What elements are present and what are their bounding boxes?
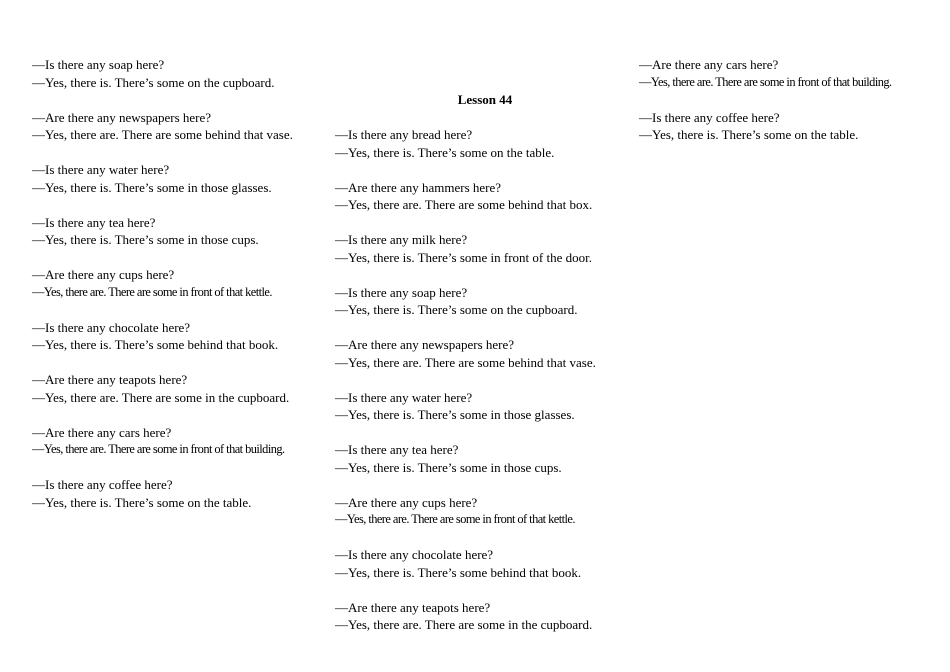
question-line: —Is there any water here? bbox=[32, 162, 170, 177]
left-column bbox=[32, 56, 322, 529]
dialogue-pair bbox=[335, 546, 635, 581]
question-line: —Are there any cars here? bbox=[32, 424, 172, 440]
dialogue-pair bbox=[32, 476, 322, 511]
dialogue-pair bbox=[335, 441, 635, 476]
dialogue-pair bbox=[335, 599, 635, 634]
dialogue-pair bbox=[335, 179, 635, 214]
dialogue-pair bbox=[32, 161, 322, 196]
question-line: —Are there any teapots here? bbox=[335, 599, 491, 615]
dialogue-pair bbox=[335, 494, 635, 529]
dialogue-pair bbox=[639, 109, 939, 144]
dialogue-pair bbox=[335, 336, 635, 371]
question-line: —Is there any tea here? bbox=[32, 214, 156, 230]
question-line: —Is there any soap here? bbox=[335, 284, 468, 300]
question-line: —Are there any cups here? bbox=[335, 494, 478, 510]
answer-line: —Yes, there is. There’s some in front of the door. bbox=[335, 249, 592, 265]
dialogue-pair bbox=[32, 424, 322, 459]
answer-line: —Yes, there are. There are some behind that vase. bbox=[335, 354, 596, 370]
question-line: —Are there any hammers here? bbox=[335, 179, 502, 195]
answer-line: —Yes, there is. There’s some in those cups. bbox=[32, 232, 259, 247]
dialogue-pair bbox=[32, 109, 322, 144]
dialogue-pair bbox=[32, 319, 322, 354]
question-line: —Are there any newspapers here? bbox=[335, 337, 515, 352]
answer-line: —Yes, there is. There’s some on the table. bbox=[32, 494, 252, 510]
answer-line: —Yes, there are. There are some in the cupboard. bbox=[335, 617, 593, 632]
dialogue-pair bbox=[32, 371, 322, 406]
dialogue-pair bbox=[32, 214, 322, 249]
answer-line: —Yes, there is. There’s some in those glasses. bbox=[32, 179, 272, 195]
dialogue-pair bbox=[32, 266, 322, 301]
answer-line: —Yes, there is. There’s some behind that book. bbox=[335, 564, 582, 580]
answer-line: —Yes, there is. There’s some in those glasses. bbox=[335, 407, 575, 422]
lesson-title: Lesson 44 bbox=[457, 92, 513, 107]
answer-line: —Yes, there are. There are some in front of that building. bbox=[32, 442, 285, 456]
dialogue-pair bbox=[335, 126, 635, 161]
answer-line: —Yes, there is. There’s some on the cupboard. bbox=[32, 74, 275, 90]
question-line: —Are there any cups here? bbox=[32, 267, 175, 282]
dialogue-pair bbox=[335, 284, 635, 319]
answer-line: —Yes, there are. There are some behind that vase. bbox=[32, 127, 293, 142]
answer-line: —Yes, there are. There are some in front of that kettle. bbox=[32, 284, 272, 299]
answer-line: —Yes, there is. There’s some on the cupboard. bbox=[335, 302, 578, 317]
question-line: —Are there any newspapers here? bbox=[32, 109, 212, 125]
question-line: —Is there any chocolate here? bbox=[32, 319, 191, 335]
answer-line: —Yes, there are. There are some in front of that building. bbox=[639, 74, 892, 89]
dialogue-pair bbox=[335, 231, 635, 266]
right-column bbox=[639, 56, 939, 161]
question-line: —Is there any milk here? bbox=[335, 232, 468, 247]
dialogue-pair bbox=[335, 389, 635, 424]
question-line: —Is there any tea here? bbox=[335, 442, 459, 457]
dialogue-pair bbox=[639, 56, 939, 91]
answer-line: —Yes, there is. There’s some on the table. bbox=[639, 127, 859, 142]
question-line: —Is there any bread here? bbox=[335, 127, 473, 142]
middle-column bbox=[335, 56, 635, 651]
question-line: —Is there any chocolate here? bbox=[335, 547, 494, 562]
answer-line: —Yes, there is. There’s some in those cups. bbox=[335, 459, 562, 475]
question-line: —Is there any soap here? bbox=[32, 57, 165, 72]
question-line: —Are there any cars here? bbox=[639, 57, 779, 72]
answer-line: —Yes, there is. There’s some on the table. bbox=[335, 144, 555, 160]
answer-line: —Yes, there are. There are some in the cupboard. bbox=[32, 389, 290, 405]
answer-line: —Yes, there are. There are some in front of that kettle. bbox=[335, 512, 575, 526]
answer-line: —Yes, there is. There’s some behind that book. bbox=[32, 337, 279, 352]
question-line: —Is there any coffee here? bbox=[32, 477, 173, 492]
question-line: —Is there any coffee here? bbox=[639, 109, 780, 125]
question-line: —Is there any water here? bbox=[335, 389, 473, 405]
answer-line: —Yes, there are. There are some behind that box. bbox=[335, 197, 593, 212]
question-line: —Are there any teapots here? bbox=[32, 372, 188, 387]
dialogue-pair bbox=[32, 56, 322, 91]
